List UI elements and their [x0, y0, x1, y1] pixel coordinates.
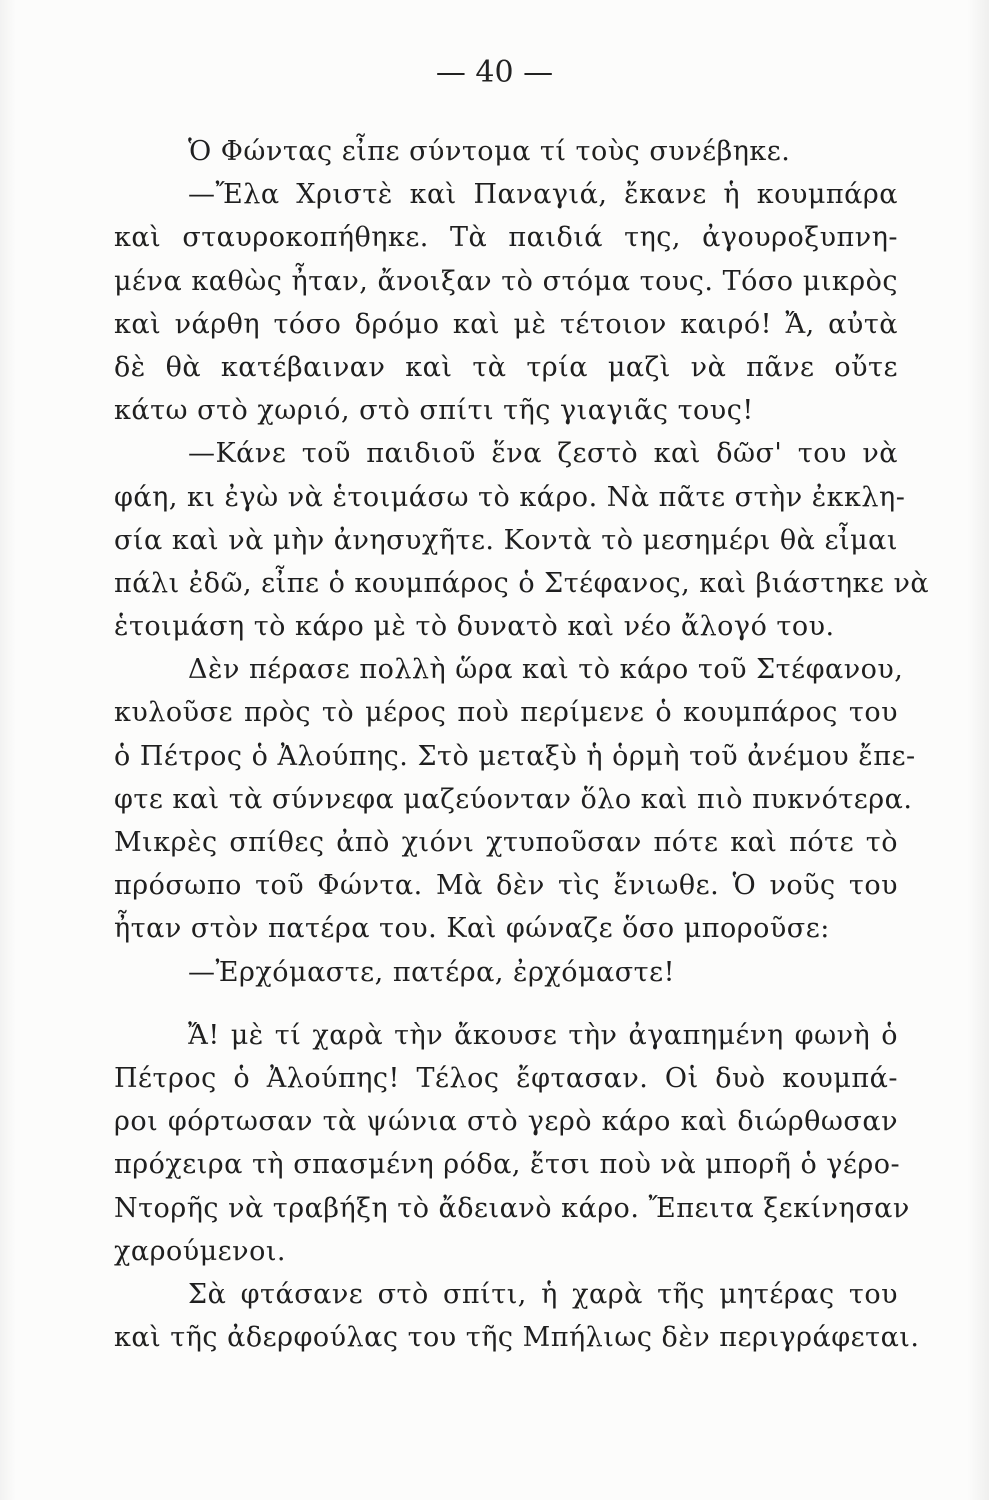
page-edge-shadow-left — [0, 0, 16, 1500]
text-line: —Κάνε τοῦ παιδιοῦ ἕνα ζεστὸ καὶ δῶσ' του νὰ — [188, 438, 898, 470]
text-line: —Ἐρχόμαστε, πατέρα, ἐρχόμαστε! — [188, 956, 675, 988]
text-line: καὶ τῆς ἀδερφούλας του τῆς Μπήλιως δὲν περιγράφεται. — [114, 1322, 920, 1354]
text-line: Μικρὲς σπίθες ἀπὸ χιόνι χτυποῦσαν πότε καὶ πότε τὸ — [114, 827, 898, 858]
text-line: Σὰ φτάσανε στὸ σπίτι, ἡ χαρὰ τῆς μητέρας του — [188, 1278, 898, 1310]
text-line: ροι φόρτωσαν τὰ ψώνια στὸ γερὸ κάρο καὶ διώρθωσαν — [114, 1106, 898, 1138]
text-line: δὲ θὰ κατέβαιναν καὶ τὰ τρία μαζὶ νὰ πᾶνε οὔτε — [114, 351, 898, 383]
text-line: καὶ νάρθη τόσο δρόμο καὶ μὲ τέτοιον καιρό! Ἄ, αὐτὰ — [114, 308, 898, 340]
text-line: σία καὶ νὰ μὴν ἀνησυχῆτε. Κοντὰ τὸ μεσημέρι θὰ εἶμαι — [114, 524, 898, 556]
text-line: ἦταν στὸν πατέρα του. Καὶ φώναζε ὅσο μποροῦσε: — [114, 913, 830, 945]
text-line: —Ἔλα Χριστὲ καὶ Παναγιά, ἔκανε ἡ κουμπάρα — [188, 179, 898, 211]
text-line: ὁ Πέτρος ὁ Ἀλούπης. Στὸ μεταξὺ ἡ ὁρμὴ τοῦ ἀνέμου ἔπε- — [114, 740, 916, 772]
text-line: Πέτρος ὁ Ἀλούπης! Τέλος ἔφτασαν. Οἱ δυὸ κουμπά- — [114, 1062, 898, 1094]
text-line: πρόχειρα τὴ σπασμένη ρόδα, ἔτσι ποὺ νὰ μπορῆ ὁ γέρο- — [114, 1149, 901, 1181]
text-line: φτε καὶ τὰ σύννεφα μαζεύονταν ὅλο καὶ πιὸ πυκνότερα. — [114, 783, 913, 815]
page-number: — 40 — — [435, 55, 554, 90]
paragraph-gap — [114, 994, 898, 1014]
text-line: κάτω στὸ χωριό, στὸ σπίτι τῆς γιαγιᾶς τους! — [114, 395, 754, 427]
text-line: χαρούμενοι. — [114, 1235, 287, 1267]
text-line: Ὁ Φώντας εἶπε σύντομα τί τοὺς συνέβηκε. — [188, 136, 791, 167]
text-line: φάη, κι ἐγὼ νὰ ἑτοιμάσω τὸ κάρο. Νὰ πᾶτε στὴν ἐκκλη- — [114, 481, 906, 513]
text-line: Δὲν πέρασε πολλὴ ὥρα καὶ τὸ κάρο τοῦ Στέφανου, — [188, 654, 904, 686]
text-line: πρόσωπο τοῦ Φώντα. Μὰ δὲν τὶς ἔνιωθε. Ὁ νοῦς του — [114, 870, 898, 902]
text-line: κυλοῦσε πρὸς τὸ μέρος ποὺ περίμενε ὁ κουμπάρος του — [114, 697, 898, 729]
body-text — [114, 130, 930, 1359]
text-line: καὶ σταυροκοπήθηκε. Τὰ παιδιά της, ἀγουροξυπνη- — [114, 222, 898, 254]
text-line: πάλι ἐδῶ, εἶπε ὁ κουμπάρος ὁ Στέφανος, καὶ βιάστηκε νὰ — [114, 567, 930, 599]
text-line: Ἄ! μὲ τί χαρὰ τὴν ἄκουσε τὴν ἀγαπημένη φωνὴ ὁ — [188, 1019, 898, 1051]
text-line: μένα καθὼς ἦταν, ἄνοιξαν τὸ στόμα τους. Τόσο μικρὸς — [114, 265, 898, 297]
page-edge-shadow-right — [967, 0, 989, 1500]
text-line: ἑτοιμάση τὸ κάρο μὲ τὸ δυνατὸ καὶ νέο ἄλογό του. — [114, 611, 835, 643]
text-line: Ντορῆς νὰ τραβήξη τὸ ἄδειανὸ κάρο. Ἔπειτα ξεκίνησαν — [114, 1192, 910, 1224]
